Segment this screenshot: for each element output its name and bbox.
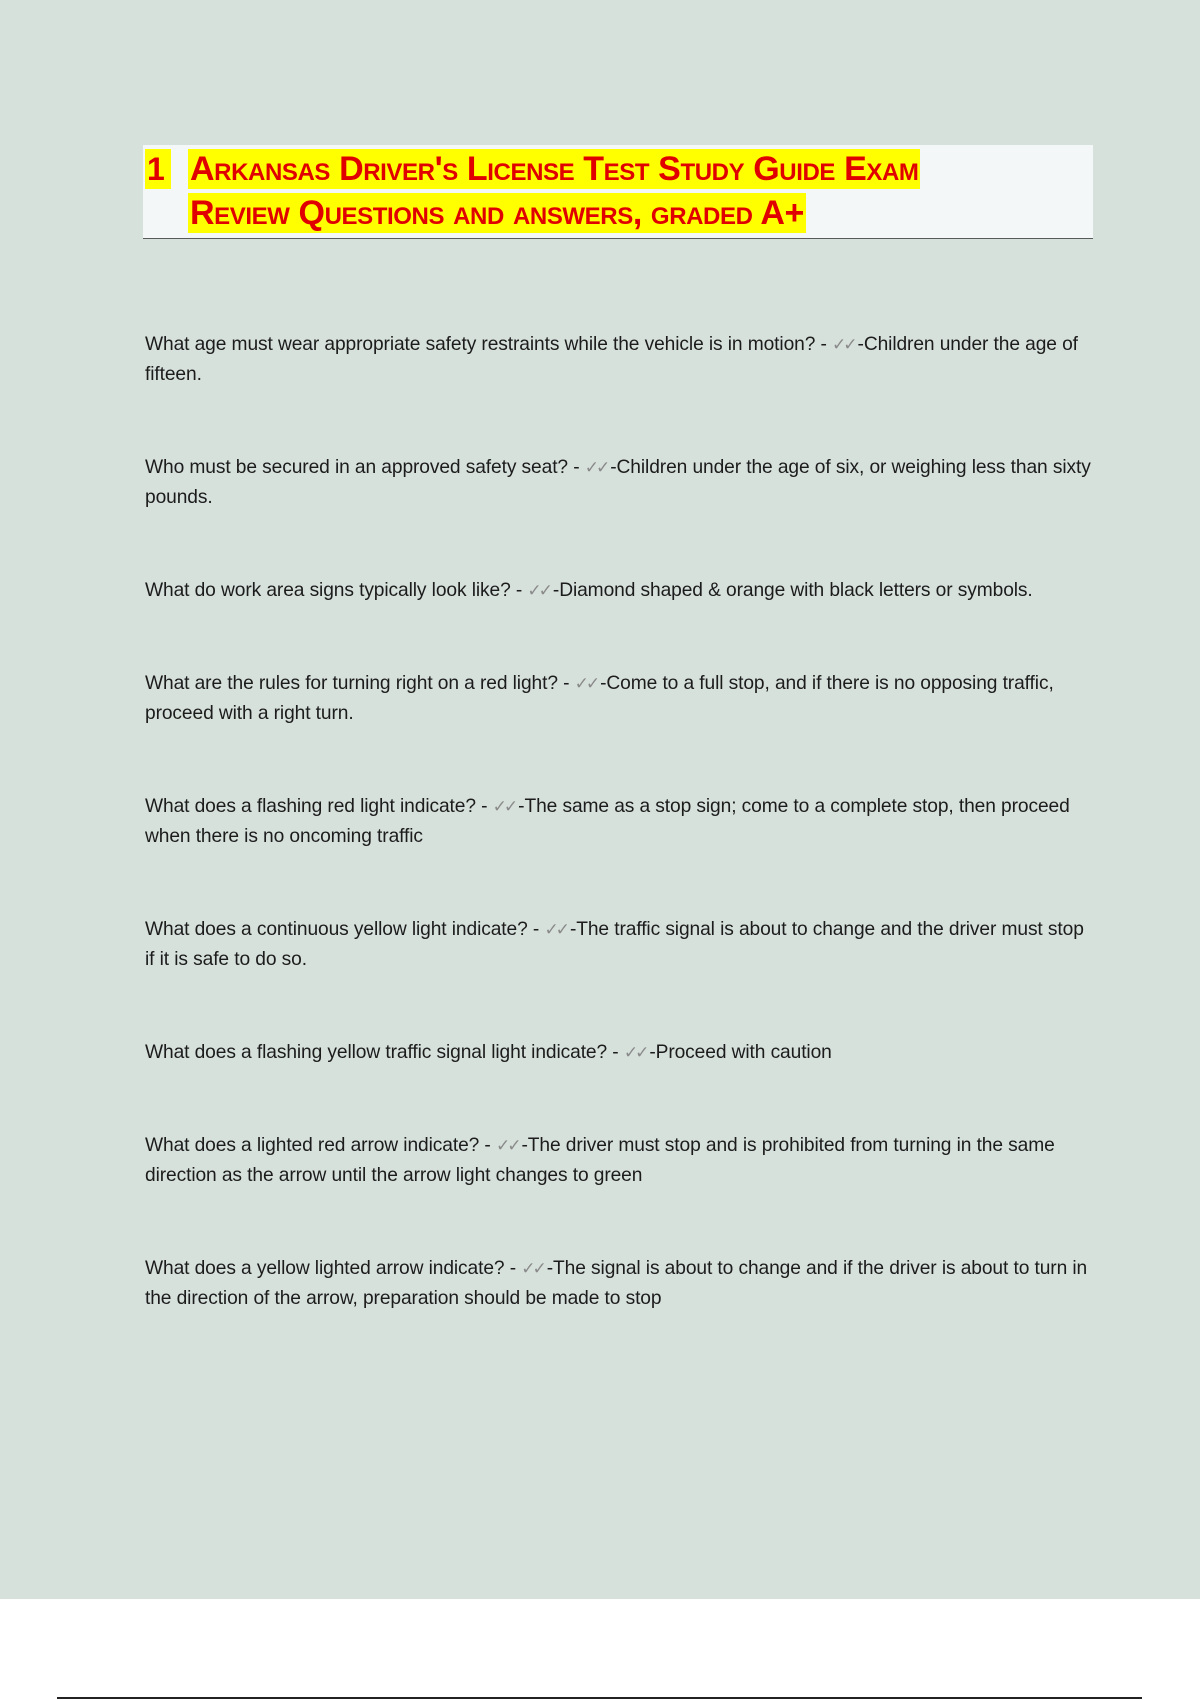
double-check-icon: ✓✓	[623, 1043, 647, 1063]
question-text: What does a flashing yellow traffic signal light indicate? -	[145, 1042, 624, 1063]
answer-text: -The same as a stop sign; come to a complete stop, then proceed when there is no oncoming traffic	[145, 796, 1070, 847]
double-check-icon: ✓✓	[574, 674, 598, 694]
answer-text: -The traffic signal is about to change and the driver must stop if it is safe to do so.	[145, 919, 1084, 970]
qa-item	[145, 330, 1095, 390]
answer-text: -Children under the age of fifteen.	[145, 334, 1078, 385]
qa-item	[145, 453, 1095, 513]
qa-item	[145, 1038, 1095, 1068]
qa-item	[145, 576, 1095, 606]
question-text: What age must wear appropriate safety restraints while the vehicle is in motion? -	[145, 334, 833, 355]
question-text: What are the rules for turning right on a red light? -	[145, 673, 575, 694]
double-check-icon: ✓✓	[492, 797, 516, 817]
question-text: Who must be secured in an approved safety seat? -	[145, 457, 585, 478]
question-text: What do work area signs typically look like? -	[145, 580, 528, 601]
answer-text: -Children under the age of six, or weighing less than sixty pounds.	[145, 457, 1091, 508]
double-check-icon: ✓✓	[544, 920, 567, 940]
qa-item	[145, 669, 1095, 729]
double-check-icon: ✓✓	[521, 1259, 544, 1279]
qa-item	[145, 1131, 1095, 1191]
answer-text: -The driver must stop and is prohibited from turning in the same direction as the arrow until the arrow light changes to green	[145, 1135, 1055, 1186]
qa-item	[145, 792, 1095, 852]
title-line-2: Review Questions and answers, graded A+	[190, 194, 804, 232]
qa-item	[145, 915, 1095, 975]
double-check-icon: ✓✓	[584, 458, 608, 478]
question-text: What does a flashing red light indicate? -	[145, 796, 493, 817]
answer-text: -Proceed with caution	[649, 1042, 832, 1063]
answer-text: -The signal is about to change and if the driver is about to turn in the direction of the arrow, preparation should be made to stop	[145, 1258, 1088, 1309]
footer-divider	[57, 1697, 1142, 1699]
double-check-icon: ✓✓	[495, 1136, 519, 1156]
document-title	[143, 145, 1093, 239]
question-text: What does a lighted red arrow indicate? -	[145, 1135, 496, 1156]
qa-list	[145, 330, 1095, 1377]
question-text: What does a continuous yellow light indicate? -	[145, 919, 545, 940]
answer-text: -Come to a full stop, and if there is no opposing traffic, proceed with a right turn.	[145, 673, 1054, 724]
double-check-icon: ✓✓	[527, 581, 550, 601]
question-text: What does a yellow lighted arrow indicate? -	[145, 1258, 522, 1279]
title-line-1: Arkansas Driver's License Test Study Guide Exam	[190, 150, 919, 188]
title-number: 1	[145, 149, 171, 189]
qa-item	[145, 1254, 1095, 1314]
double-check-icon: ✓✓	[832, 335, 855, 355]
answer-text: -Diamond shaped & orange with black letters or symbols.	[552, 580, 1033, 601]
